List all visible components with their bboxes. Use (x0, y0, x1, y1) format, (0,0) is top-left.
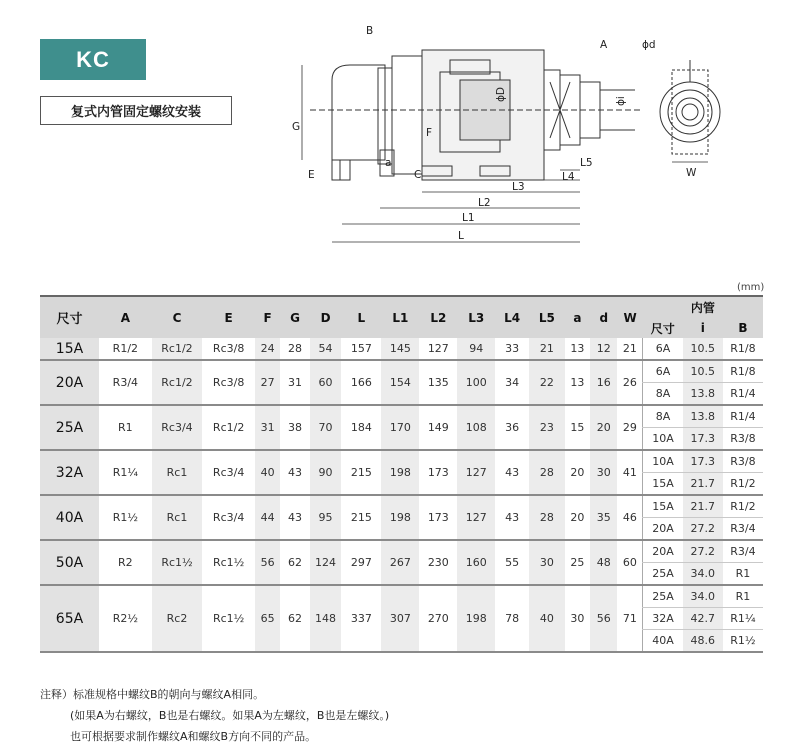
cell-inner-b: R1/2 (723, 495, 763, 518)
table-row (40, 360, 763, 383)
cell-inner-b: R1/4 (723, 405, 763, 428)
cell-a: R1/2 (99, 338, 152, 360)
cell-a: R2 (99, 540, 152, 585)
label-W: W (686, 167, 697, 179)
cell-g: 43 (280, 495, 310, 540)
cell-g: 62 (280, 585, 310, 652)
cell-d: 148 (310, 585, 342, 652)
cell-inner-size: 10A (643, 450, 683, 473)
cell-inner-b: R1 (723, 585, 763, 608)
note-line: 注释）标准规格中螺纹B的朝向与螺纹A相同。 (40, 688, 265, 701)
table-row (40, 338, 763, 360)
cell-inner-i: 10.5 (683, 338, 723, 360)
cell-inner-i: 21.7 (683, 473, 723, 496)
cell-inner-size: 32A (643, 608, 683, 630)
cell-a: 25 (565, 540, 590, 585)
cell-a: R1 (99, 405, 152, 450)
cell-inner-i: 34.0 (683, 563, 723, 586)
cell-l: 184 (341, 405, 381, 450)
cell-l3: 94 (457, 338, 495, 360)
cell-g: 38 (280, 405, 310, 450)
row-size: 50A (40, 540, 99, 585)
cell-a: 15 (565, 405, 590, 450)
cell-l3: 108 (457, 405, 495, 450)
cell-inner-b: R1/8 (723, 338, 763, 360)
rotary-joint-drawing (290, 20, 730, 250)
label-phi-i: ϕi (615, 96, 627, 106)
header-inner-B: B (723, 318, 763, 338)
label-L2: L2 (478, 197, 491, 209)
cell-l: 215 (341, 495, 381, 540)
row-size: 65A (40, 585, 99, 652)
header-L5: L5 (529, 296, 565, 338)
cell-inner-size: 40A (643, 630, 683, 653)
cell-a: R1¼ (99, 450, 152, 495)
cell-l: 166 (341, 360, 381, 405)
cell-inner-size: 25A (643, 563, 683, 586)
notes (40, 684, 389, 747)
label-a: a (385, 157, 392, 169)
cell-l1: 267 (381, 540, 419, 585)
cell-g: 31 (280, 360, 310, 405)
cell-l5: 22 (529, 360, 565, 405)
table-row (40, 495, 763, 518)
cell-inner-b: R3/4 (723, 540, 763, 563)
cell-w: 21 (617, 338, 642, 360)
cell-w: 26 (617, 360, 642, 405)
note-line: (如果A为右螺纹，B也是右螺纹。如果A为左螺纹，B也是左螺纹。) (70, 709, 390, 722)
header-L3: L3 (457, 296, 495, 338)
cell-l3: 100 (457, 360, 495, 405)
cell-e: Rc3/4 (202, 450, 255, 495)
row-size: 25A (40, 405, 99, 450)
cell-inner-i: 27.2 (683, 518, 723, 541)
cell-inner-i: 21.7 (683, 495, 723, 518)
label-L4: L4 (562, 171, 575, 183)
header-inner-size: 尺寸 (643, 318, 683, 338)
cell-w: 41 (617, 450, 642, 495)
cell-l2: 149 (419, 405, 457, 450)
cell-g: 43 (280, 450, 310, 495)
cell-f: 40 (255, 450, 280, 495)
cell-inner-i: 17.3 (683, 450, 723, 473)
cell-f: 27 (255, 360, 280, 405)
cell-l5: 28 (529, 495, 565, 540)
cell-inner-size: 6A (643, 338, 683, 360)
table-row (40, 405, 763, 428)
cell-inner-i: 13.8 (683, 405, 723, 428)
row-size: 20A (40, 360, 99, 405)
header-D: D (310, 296, 342, 338)
cell-d: 70 (310, 405, 342, 450)
cell-inner-size: 8A (643, 405, 683, 428)
cell-c: Rc1/2 (152, 360, 203, 405)
cell-l2: 270 (419, 585, 457, 652)
cell-e: Rc1/2 (202, 405, 255, 450)
cell-inner-b: R3/8 (723, 450, 763, 473)
cell-w: 46 (617, 495, 642, 540)
cell-d: 54 (310, 338, 342, 360)
cell-l1: 307 (381, 585, 419, 652)
cell-l: 157 (341, 338, 381, 360)
cell-inner-size: 6A (643, 360, 683, 383)
header-a: a (565, 296, 590, 338)
header-A: A (99, 296, 152, 338)
cell-a: R3/4 (99, 360, 152, 405)
cell-inner-size: 15A (643, 473, 683, 496)
header-C: C (152, 296, 203, 338)
cell-f: 31 (255, 405, 280, 450)
row-size: 40A (40, 495, 99, 540)
header-inner-i: i (683, 318, 723, 338)
cell-e: Rc1½ (202, 585, 255, 652)
cell-l5: 21 (529, 338, 565, 360)
cell-c: Rc1/2 (152, 338, 203, 360)
cell-d: 30 (590, 450, 617, 495)
note-line: 也可根据要求制作螺纹A和螺纹B方向不同的产品。 (70, 730, 317, 743)
header-size: 尺寸 (40, 296, 99, 338)
cell-l4: 43 (495, 495, 529, 540)
cell-d: 60 (310, 360, 342, 405)
cell-e: Rc3/8 (202, 338, 255, 360)
table-row (40, 450, 763, 473)
cell-inner-i: 10.5 (683, 360, 723, 383)
cell-l2: 173 (419, 495, 457, 540)
cell-e: Rc1½ (202, 540, 255, 585)
cell-l5: 40 (529, 585, 565, 652)
cell-d: 12 (590, 338, 617, 360)
cell-l4: 43 (495, 450, 529, 495)
cell-d: 48 (590, 540, 617, 585)
cell-l2: 173 (419, 450, 457, 495)
cell-a: 20 (565, 495, 590, 540)
cell-inner-size: 10A (643, 428, 683, 451)
cell-inner-i: 17.3 (683, 428, 723, 451)
cell-inner-i: 27.2 (683, 540, 723, 563)
cell-inner-i: 48.6 (683, 630, 723, 653)
cell-c: Rc3/4 (152, 405, 203, 450)
cell-l: 337 (341, 585, 381, 652)
cell-e: Rc3/8 (202, 360, 255, 405)
cell-inner-b: R3/4 (723, 518, 763, 541)
cell-e: Rc3/4 (202, 495, 255, 540)
unit-label: (mm) (737, 282, 765, 293)
cell-l5: 28 (529, 450, 565, 495)
cell-l2: 127 (419, 338, 457, 360)
label-phi-D: ϕD (495, 86, 507, 102)
cell-inner-b: R1 (723, 563, 763, 586)
cell-inner-i: 34.0 (683, 585, 723, 608)
cell-w: 60 (617, 540, 642, 585)
label-G: G (292, 121, 301, 133)
cell-a: R1½ (99, 495, 152, 540)
label-L: L (458, 230, 464, 242)
cell-inner-i: 42.7 (683, 608, 723, 630)
cell-inner-i: 13.8 (683, 383, 723, 406)
row-size: 15A (40, 338, 99, 360)
cell-l3: 198 (457, 585, 495, 652)
cell-l5: 23 (529, 405, 565, 450)
row-size: 32A (40, 450, 99, 495)
cell-g: 62 (280, 540, 310, 585)
cell-inner-b: R1½ (723, 630, 763, 653)
cell-inner-b: R3/8 (723, 428, 763, 451)
cell-a: 20 (565, 450, 590, 495)
header-W: W (617, 296, 642, 338)
cell-inner-size: 8A (643, 383, 683, 406)
table-row (40, 585, 763, 608)
cell-l3: 160 (457, 540, 495, 585)
label-L3: L3 (512, 181, 525, 193)
cell-a: R2½ (99, 585, 152, 652)
cell-c: Rc1 (152, 450, 203, 495)
cell-l4: 34 (495, 360, 529, 405)
cell-l: 215 (341, 450, 381, 495)
cell-a: 13 (565, 360, 590, 405)
cell-a: 13 (565, 338, 590, 360)
cell-inner-size: 20A (643, 518, 683, 541)
cell-l1: 198 (381, 450, 419, 495)
label-F: F (426, 127, 433, 139)
cell-l1: 154 (381, 360, 419, 405)
cell-l5: 30 (529, 540, 565, 585)
cell-l3: 127 (457, 450, 495, 495)
cell-l4: 36 (495, 405, 529, 450)
section-subtitle: 复式内管固定螺纹安装 (40, 96, 232, 125)
header-E: E (202, 296, 255, 338)
cell-d: 20 (590, 405, 617, 450)
cell-inner-size: 20A (643, 540, 683, 563)
cell-l4: 55 (495, 540, 529, 585)
header-L2: L2 (419, 296, 457, 338)
cell-g: 28 (280, 338, 310, 360)
cell-f: 56 (255, 540, 280, 585)
header-L1: L1 (381, 296, 419, 338)
cell-d: 124 (310, 540, 342, 585)
cell-inner-b: R1/4 (723, 383, 763, 406)
cell-l4: 78 (495, 585, 529, 652)
cell-d: 56 (590, 585, 617, 652)
label-L1: L1 (462, 212, 475, 224)
cell-d: 90 (310, 450, 342, 495)
table-row (40, 540, 763, 563)
model-badge: KC (40, 39, 146, 80)
cell-w: 71 (617, 585, 642, 652)
cell-c: Rc1½ (152, 540, 203, 585)
cell-c: Rc2 (152, 585, 203, 652)
cell-w: 29 (617, 405, 642, 450)
cell-l4: 33 (495, 338, 529, 360)
cell-f: 65 (255, 585, 280, 652)
cell-l1: 145 (381, 338, 419, 360)
header-d: d (590, 296, 617, 338)
cell-l1: 198 (381, 495, 419, 540)
cell-l3: 127 (457, 495, 495, 540)
cell-inner-b: R1/8 (723, 360, 763, 383)
cell-l1: 170 (381, 405, 419, 450)
header-inner-pipe: 内管 (643, 296, 763, 318)
cell-d: 95 (310, 495, 342, 540)
cell-l2: 230 (419, 540, 457, 585)
cell-inner-size: 15A (643, 495, 683, 518)
cell-f: 24 (255, 338, 280, 360)
label-A: A (600, 39, 608, 51)
cell-d: 16 (590, 360, 617, 405)
cell-d: 35 (590, 495, 617, 540)
label-E: E (308, 169, 315, 181)
cell-c: Rc1 (152, 495, 203, 540)
header-L4: L4 (495, 296, 529, 338)
header-G: G (280, 296, 310, 338)
header-L: L (341, 296, 381, 338)
cell-inner-b: R1/2 (723, 473, 763, 496)
cell-inner-size: 25A (643, 585, 683, 608)
cell-f: 44 (255, 495, 280, 540)
label-L5: L5 (580, 157, 593, 169)
cell-l2: 135 (419, 360, 457, 405)
header-F: F (255, 296, 280, 338)
cell-inner-b: R1¼ (723, 608, 763, 630)
cell-a: 30 (565, 585, 590, 652)
label-phi-d: ϕd (642, 39, 656, 51)
label-C: C (414, 169, 422, 181)
cell-l: 297 (341, 540, 381, 585)
spec-table (40, 295, 763, 653)
label-B: B (366, 25, 374, 37)
